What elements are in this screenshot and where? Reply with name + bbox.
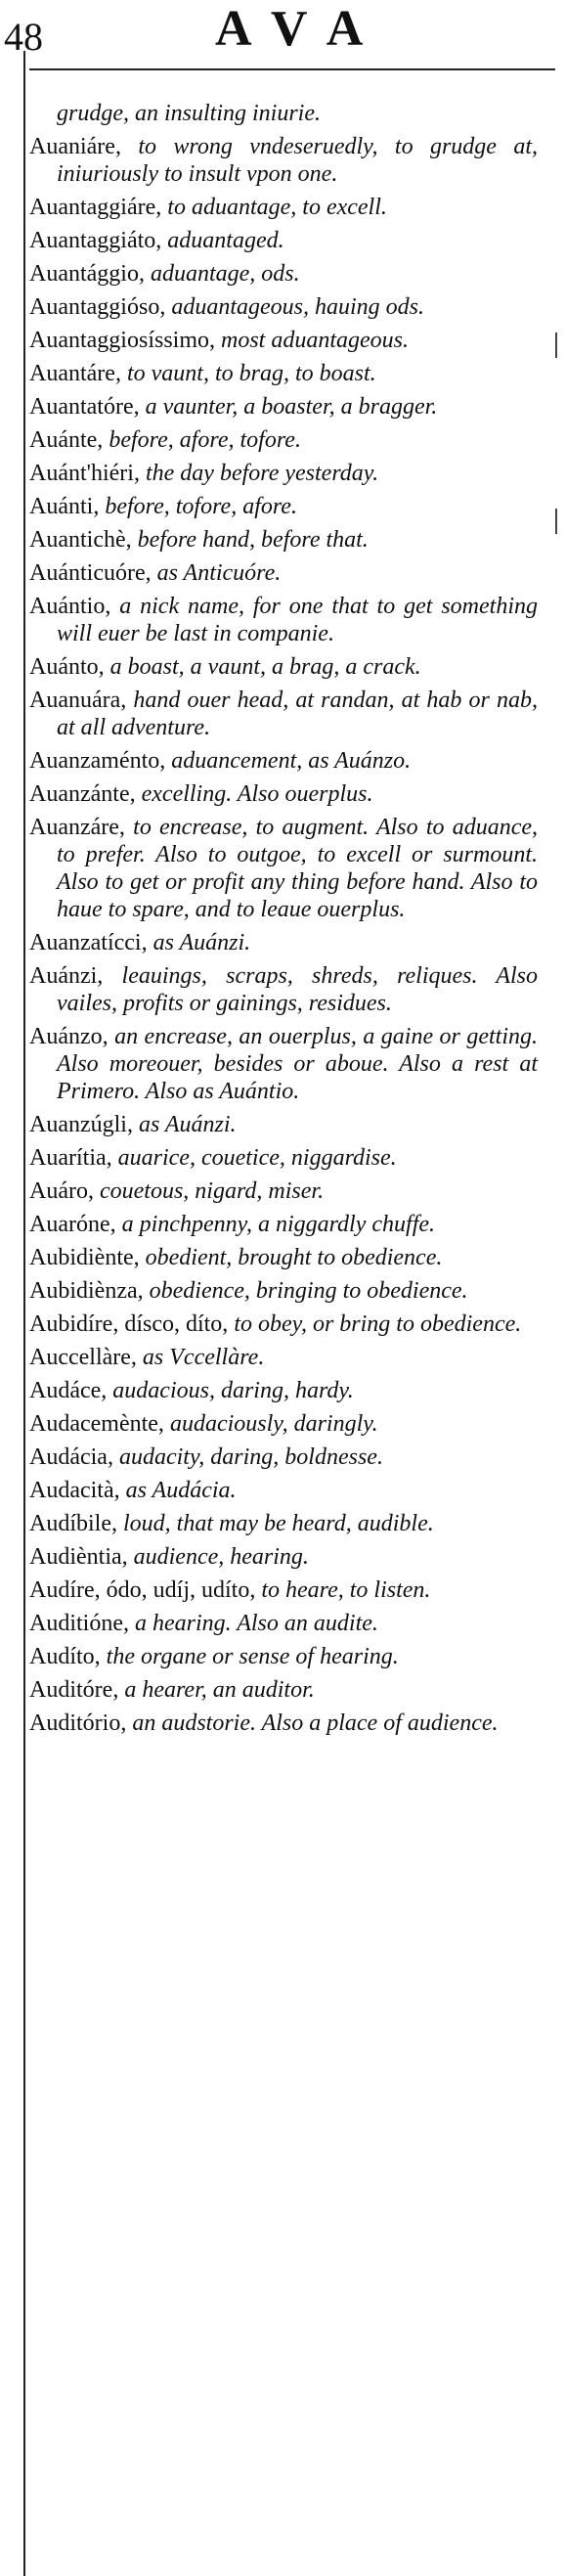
entry-definition: aduancement, as Auánzo. — [165, 748, 412, 774]
entry-headword: Auantaggiáre, — [29, 195, 162, 220]
dictionary-entry — [29, 1610, 538, 1637]
entry-headword: Audáce, — [29, 1378, 108, 1403]
entry-headword: Auánzo, — [29, 1024, 109, 1049]
dictionary-entry — [29, 327, 538, 354]
entry-definition: before hand, before that. — [131, 527, 369, 553]
dictionary-entry — [29, 1177, 538, 1205]
entry-definition: leauings, scraps, shreds, reliques. Also vailes, profits or gainings, residues. — [57, 963, 538, 1016]
dictionary-entry — [29, 687, 538, 741]
dictionary-entry — [29, 360, 538, 387]
entry-headword: Auccellàre, — [29, 1345, 137, 1370]
entry-headword: Auánzi, — [29, 963, 104, 989]
entry-definition: couetous, nigard, miser. — [93, 1178, 325, 1204]
entry-headword: Auaniáre, — [29, 134, 121, 159]
entry-definition: a hearing. Also an audite. — [129, 1611, 378, 1636]
dictionary-entry — [29, 780, 538, 808]
entry-definition: loud, that may be heard, audible. — [117, 1511, 434, 1536]
entry-definition: auarice, couetice, niggardise. — [111, 1145, 397, 1171]
entry-definition: a hearer, an auditor. — [118, 1677, 315, 1703]
page-header — [0, 0, 566, 61]
entry-headword: Auánti, — [29, 494, 100, 519]
entry-definition: to wrong vndeseruedly, to grudge at, iniuriously to insult vpon one. — [57, 134, 538, 187]
entry-definition: as Vccellàre. — [136, 1345, 265, 1370]
dictionary-entry — [29, 747, 538, 775]
entry-headword: Auditório, — [29, 1710, 127, 1736]
dictionary-entry — [29, 293, 538, 321]
entry-headword: Auditióne, — [29, 1611, 129, 1636]
entry-headword: Auantichè, — [29, 527, 132, 553]
entry-headword: Auanzúgli, — [29, 1112, 133, 1137]
dictionary-entry — [29, 1477, 538, 1504]
entry-headword: Aubidíre, dísco, díto, — [29, 1311, 229, 1337]
entry-headword: Auáro, — [29, 1178, 94, 1204]
entry-headword: Auantatóre, — [29, 394, 140, 420]
entry-definition: most aduantageous. — [215, 328, 409, 353]
entry-definition: as Auánzi. — [132, 1112, 237, 1137]
entry-definition: grudge, an insulting iniurie. — [57, 101, 321, 126]
header-rule — [29, 68, 555, 70]
dictionary-entry — [29, 1244, 538, 1271]
dictionary-entries — [29, 100, 538, 1743]
entry-headword: Auditóre, — [29, 1677, 119, 1703]
dictionary-entry — [29, 1277, 538, 1305]
dictionary-entry — [29, 1344, 538, 1371]
entry-definition: audacity, daring, boldnesse. — [112, 1444, 383, 1470]
dictionary-entry — [29, 653, 538, 681]
entry-definition: the day before yesterday. — [139, 461, 379, 486]
dictionary-entry — [29, 1543, 538, 1571]
entry-definition: to obey, or bring to obedience. — [228, 1311, 522, 1337]
entry-definition: the organe or sense of hearing. — [100, 1644, 399, 1669]
entry-definition: aduantaged. — [161, 228, 284, 253]
dictionary-entry — [29, 1111, 538, 1138]
entry-definition: a boast, a vaunt, a brag, a crack. — [104, 654, 421, 680]
entry-headword: Auantáre, — [29, 361, 121, 386]
entry-headword: Auanzáre, — [29, 815, 125, 840]
dictionary-entry — [29, 1310, 538, 1338]
dictionary-entry — [29, 1410, 538, 1438]
entry-headword: Auanzánte, — [29, 781, 136, 807]
dictionary-entry — [29, 100, 538, 127]
page-number: 48 — [4, 15, 43, 59]
dictionary-entry — [29, 1577, 538, 1604]
dictionary-entry — [29, 1377, 538, 1404]
entry-definition: hand ouer head, at randan, at hab or nab, at all adventure. — [57, 688, 538, 740]
dictionary-entry — [29, 1710, 538, 1737]
entry-headword: Auánto, — [29, 654, 105, 680]
entry-definition: to vaunt, to brag, to boast. — [120, 361, 376, 386]
entry-definition: an audstorie. Also a place of audience. — [126, 1710, 499, 1736]
entry-headword: Auaróne, — [29, 1212, 116, 1237]
entry-definition: audience, hearing. — [127, 1544, 309, 1570]
entry-definition: a nick name, for one that to get something will euer be last in companie. — [57, 594, 538, 646]
dictionary-entry — [29, 194, 538, 221]
entry-definition: obedience, bringing to obedience. — [143, 1278, 468, 1304]
dictionary-entry — [29, 1676, 538, 1704]
entry-headword: Audíbile, — [29, 1511, 117, 1536]
dictionary-entry — [29, 1510, 538, 1537]
entry-headword: Audíto, — [29, 1644, 101, 1669]
entry-headword: Auánticuóre, — [29, 560, 152, 586]
entry-definition: obedient, brought to obedience. — [139, 1245, 443, 1270]
dictionary-entry — [29, 393, 538, 421]
dictionary-entry — [29, 426, 538, 454]
dictionary-entry — [29, 493, 538, 520]
dictionary-entry — [29, 1144, 538, 1172]
page-title: AVA — [215, 1, 389, 57]
dictionary-entry — [29, 227, 538, 254]
entry-headword: Auantaggiáto, — [29, 228, 162, 253]
dictionary-entry — [29, 559, 538, 587]
entry-headword: Aubidiènza, — [29, 1278, 144, 1304]
entry-definition: to aduantage, to excell. — [161, 195, 387, 220]
dictionary-entry — [29, 1023, 538, 1105]
entry-headword: Auantaggióso, — [29, 294, 166, 320]
entry-headword: Audácia, — [29, 1444, 113, 1470]
entry-definition: a pinchpenny, a niggardly chuffe. — [115, 1212, 436, 1237]
entry-definition: audacious, daring, hardy. — [107, 1378, 354, 1403]
dictionary-entry — [29, 1211, 538, 1238]
left-column-rule — [23, 51, 25, 2576]
entry-headword: Audíre, ódo, udíj, udíto, — [29, 1577, 256, 1603]
entry-headword: Auantaggiosíssimo, — [29, 328, 215, 353]
entry-definition: as Auánzi. — [147, 930, 251, 955]
dictionary-entry — [29, 1443, 538, 1471]
entry-headword: Auanzatícci, — [29, 930, 148, 955]
dictionary-entry — [29, 260, 538, 288]
entry-headword: Auarítia, — [29, 1145, 112, 1171]
entry-definition: a vaunter, a boaster, a bragger. — [139, 394, 438, 420]
entry-headword: Auantággio, — [29, 261, 145, 287]
entry-headword: Auánte, — [29, 427, 104, 453]
dictionary-entry — [29, 814, 538, 923]
dictionary-entry — [29, 929, 538, 956]
entry-headword: Aubidiènte, — [29, 1245, 140, 1270]
dictionary-entry — [29, 962, 538, 1017]
dictionary-entry — [29, 593, 538, 647]
dictionary-entry — [29, 526, 538, 554]
entry-definition: to encrease, to augment. Also to aduance, to prefer. Also to outgoe, to excell or surmount. Also to get or profit any thing before hand. Also to haue to spare, and to leaue ouerplus. — [57, 815, 538, 922]
entry-headword: Auánt'hiéri, — [29, 461, 140, 486]
dictionary-entry — [29, 1643, 538, 1670]
right-margin-mark — [555, 509, 557, 534]
entry-headword: Audièntia, — [29, 1544, 128, 1570]
entry-headword: Audacemènte, — [29, 1411, 164, 1437]
right-margin-mark — [555, 333, 557, 358]
dictionary-entry — [29, 460, 538, 487]
entry-definition: aduantage, ods. — [144, 261, 300, 287]
entry-definition: audaciously, daringly. — [163, 1411, 378, 1437]
entry-headword: Auántio, — [29, 594, 111, 619]
entry-headword: Auanzaménto, — [29, 748, 166, 774]
entry-definition: as Anticuóre. — [151, 560, 282, 586]
entry-definition: before, afore, tofore. — [103, 427, 301, 453]
entry-definition: excelling. Also ouerplus. — [135, 781, 373, 807]
entry-definition: aduantageous, hauing ods. — [165, 294, 424, 320]
dictionary-entry — [29, 133, 538, 188]
entry-definition: before, tofore, afore. — [99, 494, 297, 519]
entry-definition: as Audácia. — [119, 1478, 237, 1503]
entry-headword: Audacità, — [29, 1478, 120, 1503]
entry-headword: Auanuára, — [29, 688, 127, 713]
entry-definition: to heare, to listen. — [255, 1577, 431, 1603]
entry-definition: an encrease, an ouerplus, a gaine or getting. Also moreouer, besides or aboue. Also a rest at Primero. Also as Auántio. — [57, 1024, 538, 1104]
